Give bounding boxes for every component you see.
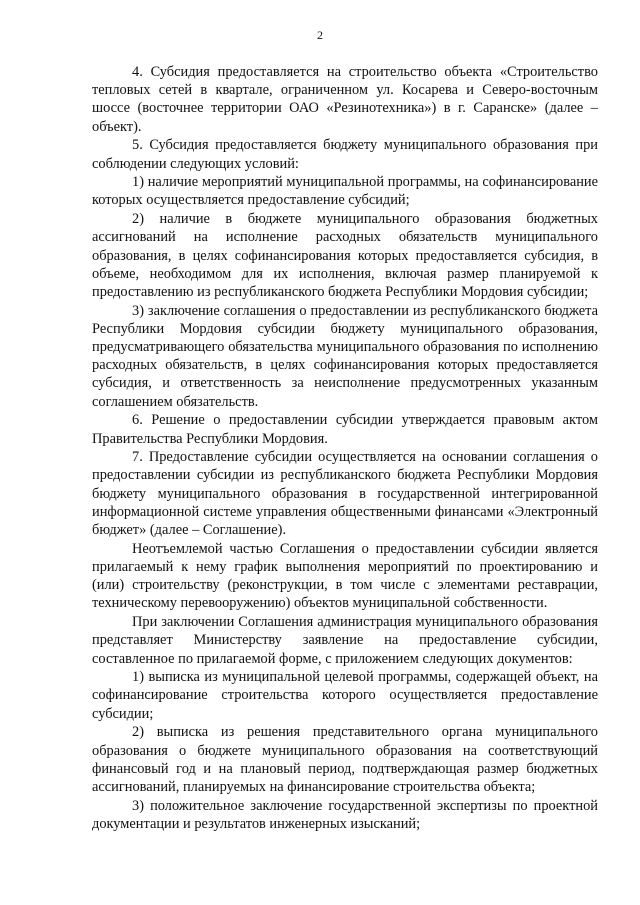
document-list-item-3: 3) положительное заключение государственной экспертизы по проектной документации и результатов инженерных изысканий;	[92, 797, 598, 832]
paragraph-item-7: 7. Предоставление субсидии осуществляется на основании соглашения о предоставлении субсидии из республиканского бюджета Республики Мордовия бюджету муниципального образования в государственной интегрированной информационной системе управления общественными финансами «Электронный бюджет» (далее – Соглашение).	[92, 449, 598, 539]
paragraph-item-6: 6. Решение о предоставлении субсидии утверждается правовым актом Правительства Республики Мордовия.	[92, 412, 598, 447]
condition-2: 2) наличие в бюджете муниципального образования бюджетных ассигнований на исполнение расходных обязательств муниципального образования, в целях софинансирования которых предоставляется субсидия, в объеме, необходимом для их исполнения, включая размер планируемой к предоставлению из республиканского бюджета Республики Мордовия субсидии;	[92, 211, 598, 300]
document-body	[92, 63, 598, 834]
document-list-item-1: 1) выписка из муниципальной целевой программы, содержащей объект, на софинансирование строительства которого осуществляется предоставление субсидии;	[92, 669, 598, 722]
document-list-item-2: 2) выписка из решения представительного органа муниципального образования о бюджете муниципального образования на соответствующий финансовый год и на плановый период, подтверждающая размер бюджетных ассигнований, планируемых на финансирование строительства объекта;	[92, 724, 598, 795]
paragraph-schedule: Неотъемлемой частью Соглашения о предоставлении субсидии является прилагаемый к нему график выполнения мероприятий по проектированию и (или) строительству (реконструкции, в том числе с элементами реставрации, техническому перевооружению) объектов муниципальной собственности.	[92, 540, 598, 612]
paragraph-item-4: 4. Субсидия предоставляется на строительство объекта «Строительство тепловых сетей в квартале, ограниченном ул. Косарева и Северо-восточным шоссе (восточнее территории ОАО «Резинотехника») в г. Саранске» (далее – объект).	[92, 64, 598, 135]
condition-1: 1) наличие мероприятий муниципальной программы, на софинансирование которых осуществляется предоставление субсидий;	[92, 174, 598, 209]
page-number: 2	[317, 28, 323, 42]
paragraph-application: При заключении Соглашения администрация муниципального образования представляет Министерству заявление на предоставление субсидии, составленное по прилагаемой форме, с приложением следующих документов:	[92, 614, 598, 667]
condition-3: 3) заключение соглашения о предоставлении из республиканского бюджета Республики Мордовия субсидии бюджету муниципального образования, предусматривающего обязательства муниципального образования по исполнению расходных обязательств, в целях софинансирования которых предоставляется субсидия, и ответственность за неисполнение предусмотренных указанным соглашением обязательств.	[92, 302, 598, 410]
paragraph-item-5: 5. Субсидия предоставляется бюджету муниципального образования при соблюдении следующих условий:	[92, 137, 598, 172]
